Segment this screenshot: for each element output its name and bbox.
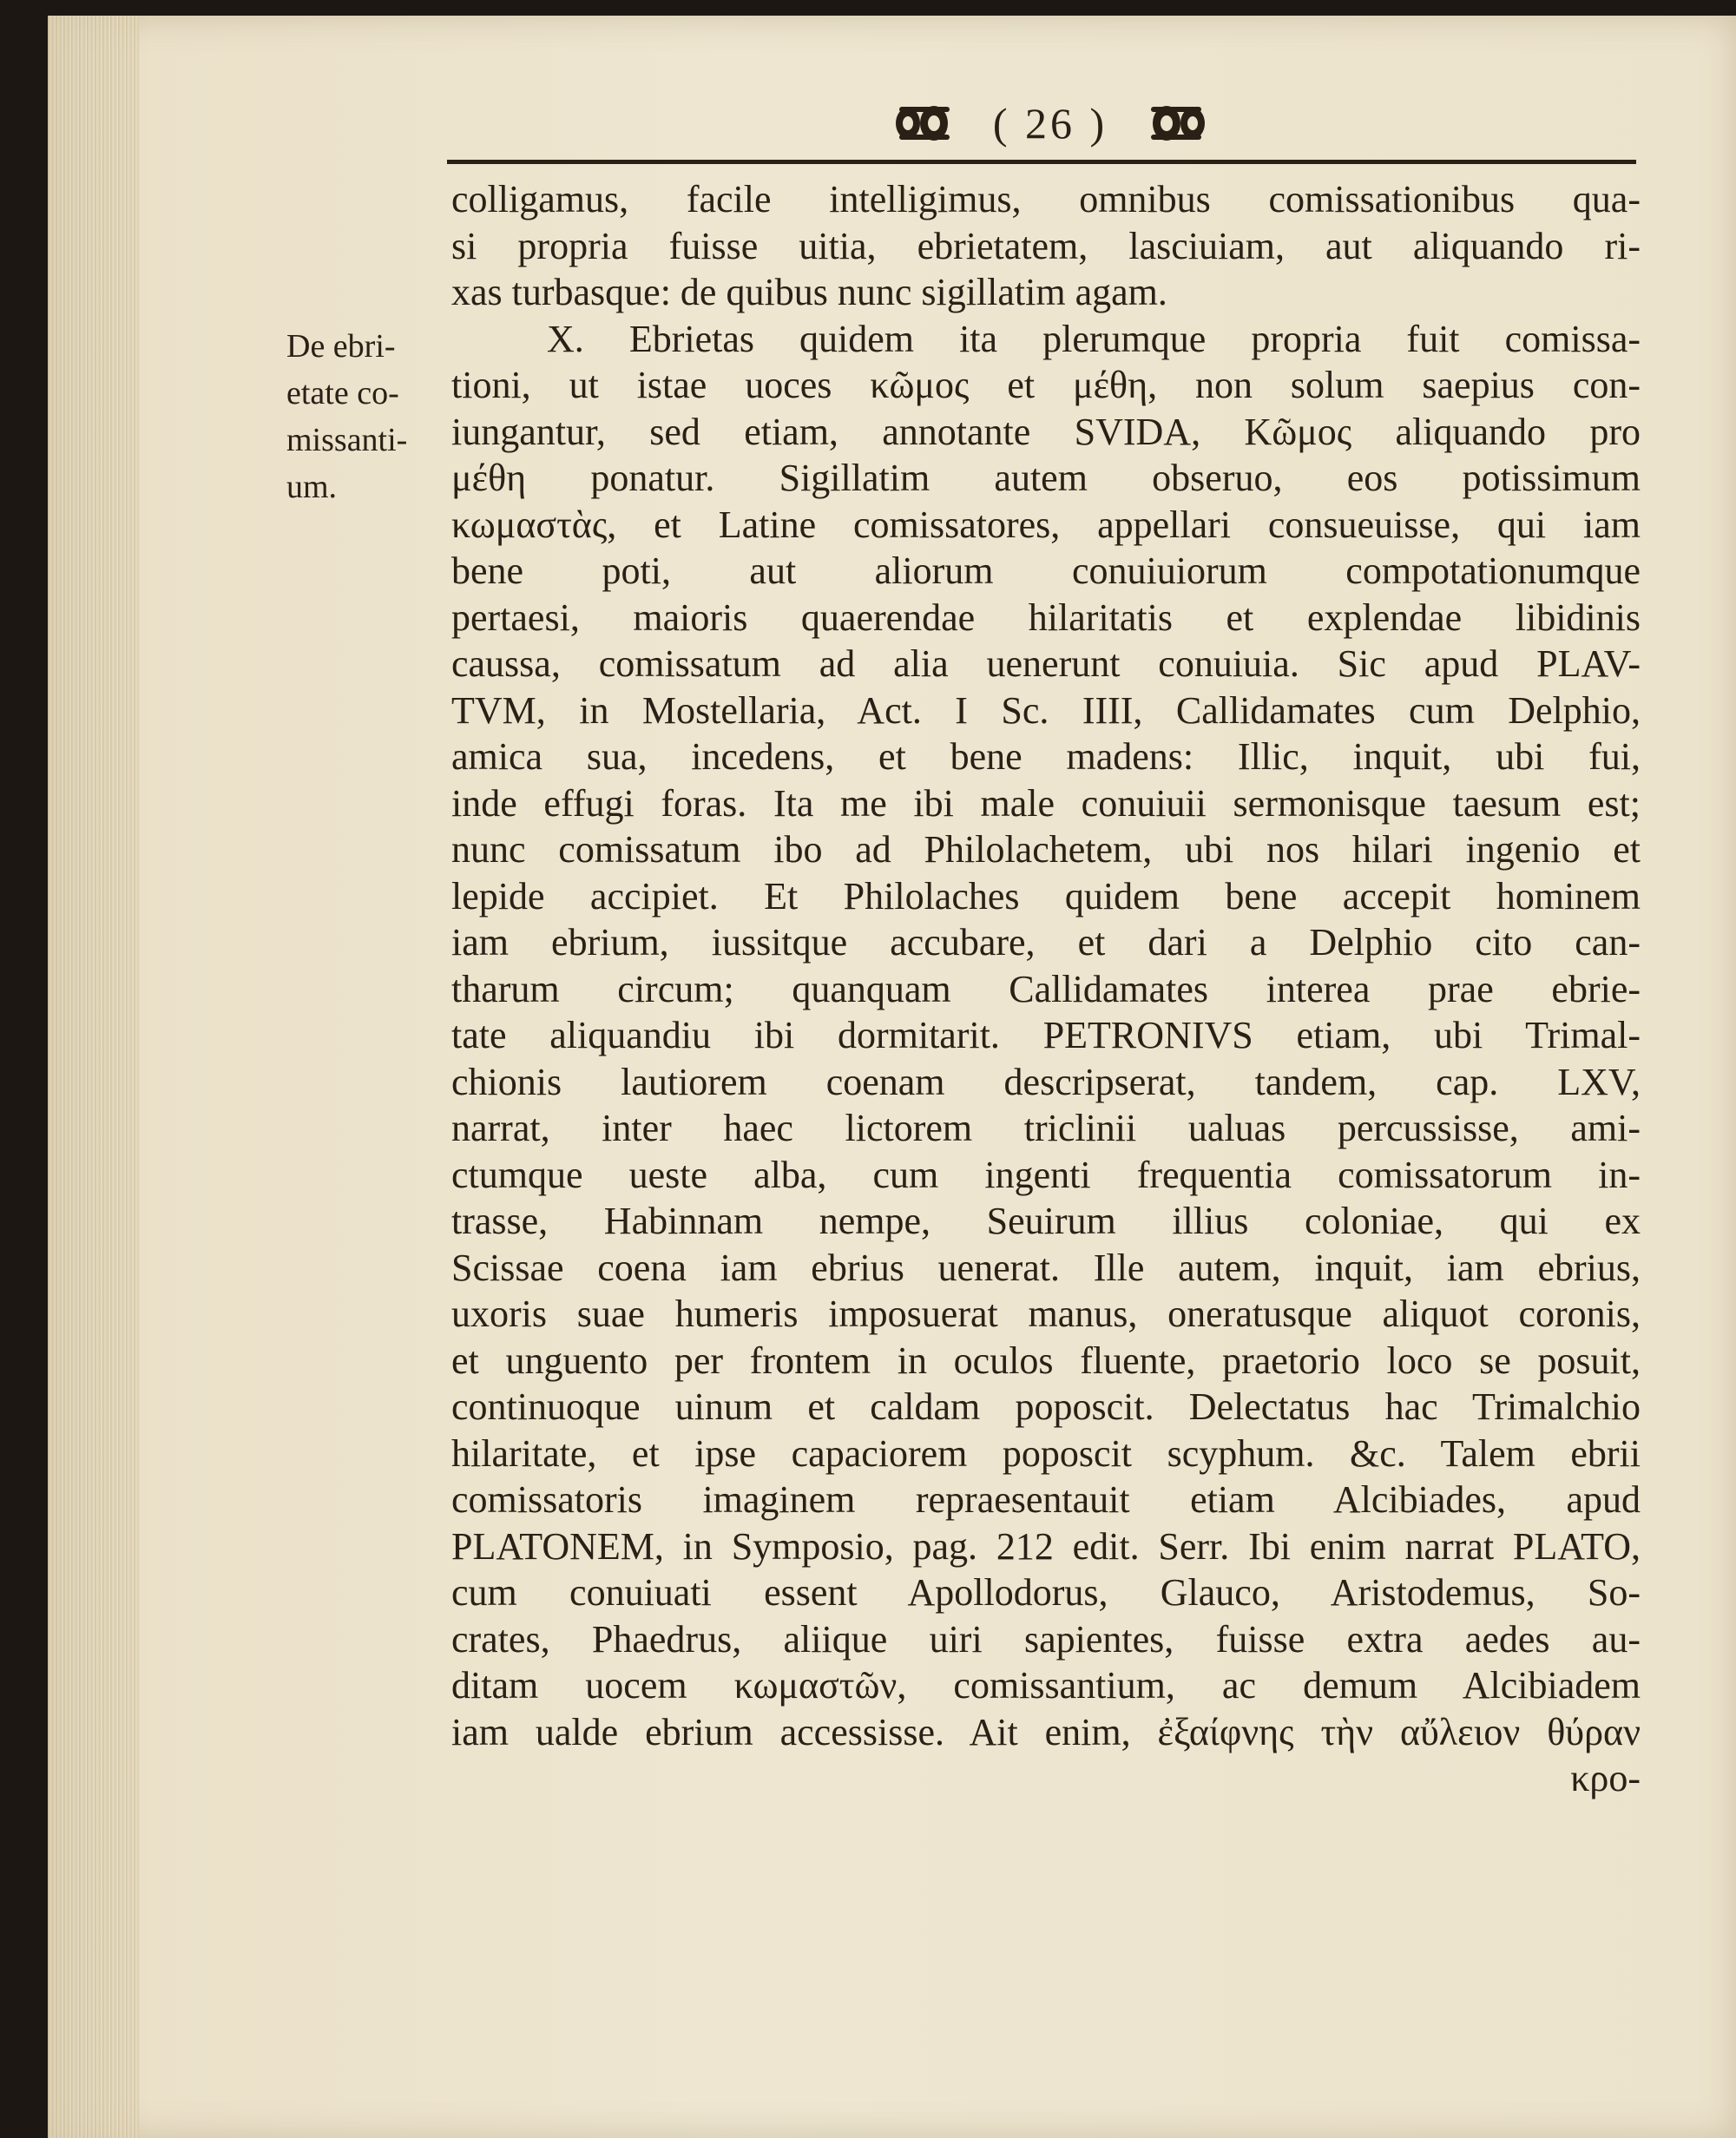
text-line: crates, Phaedrus, aliique uiri sapientes, fuisse extra aedes au-	[451, 1617, 1641, 1661]
text-line: nunc comissatum ibo ad Philolachetem, ubi nos hilari ingenio et	[451, 828, 1641, 871]
text-line: hilaritate, et ipse capaciorem poposcit scyphum. &c. Talem ebrii	[451, 1431, 1641, 1475]
text-line: narrat, inter haec lictorem triclinii ualuas percussisse, ami-	[451, 1107, 1641, 1149]
text-line: ditam uocem κωμαστῶν, comissantium, ac demum Alcibiadem	[451, 1664, 1641, 1707]
catchword: κρο-	[1570, 1757, 1641, 1799]
page-header	[859, 89, 1241, 158]
margin-note-line: missanti-	[286, 422, 408, 458]
text-line: bene poti, aut aliorum conuiuiorum compotationumque	[451, 549, 1641, 592]
text-line: pertaesi, maioris quaerendae hilaritatis et explendae libidinis	[451, 595, 1641, 639]
text-line: colligamus, facile intelligimus, omnibus comissationibus qua-	[451, 178, 1641, 220]
text-line: si propria fuisse uitia, ebrietatem, lasciuiam, aut aliquando ri-	[451, 224, 1641, 267]
text-line: μέθη ponatur. Sigillatim autem obseruo, eos potissimum	[451, 457, 1641, 499]
right-ornament-icon	[1142, 103, 1210, 143]
text-line-content: X. Ebrietas quidem ita plerumque propria fuit comissa-	[547, 317, 1641, 360]
text-line: PLATONEM, in Symposio, pag. 212 edit. Serr. Ibi enim narrat PLATO,	[451, 1524, 1641, 1568]
text-line: inde effugi foras. Ita me ibi male conuiuii sermonisque taesum est;	[451, 781, 1641, 825]
margin-note-line: um.	[286, 469, 338, 505]
text-line: trasse, Habinnam nempe, Seuirum illius coloniae, qui ex	[451, 1200, 1641, 1242]
text-line: et unguento per frontem in oculos fluente, praetorio loco se posuit,	[451, 1339, 1641, 1382]
left-ornament-icon	[891, 103, 958, 143]
text-line: iam ualde ebrium accessisse. Ait enim, ἐξαίφνης τὴν αὔλειον θύραν	[451, 1710, 1641, 1753]
text-line: tharum circum; quanquam Callidamates interea prae ebrie-	[451, 967, 1641, 1010]
text-line: uxoris suae humeris imposuerat manus, oneratusque aliquot coronis,	[451, 1293, 1641, 1335]
margin-note-line: De ebri-	[286, 328, 396, 365]
page-edges	[48, 16, 139, 2138]
text-line: iungantur, sed etiam, annotante SVIDA, Κῶμος aliquando pro	[451, 410, 1641, 453]
margin-note	[286, 323, 434, 510]
text-line: xas turbasque: de quibus nunc sigillatim agam.	[451, 271, 1167, 313]
text-line: κωμαστὰς, et Latine comissatores, appellari consueuisse, qui iam	[451, 503, 1641, 546]
text-line: iam ebrium, iussitque accubare, et dari a Delphio cito can-	[451, 921, 1641, 964]
body-text	[451, 176, 1641, 1802]
text-line: Scissae coena iam ebrius uenerat. Ille autem, inquit, iam ebrius,	[451, 1246, 1641, 1289]
text-line: cum conuiuati essent Apollodorus, Glauco, Aristodemus, So-	[451, 1571, 1641, 1614]
text-line: tioni, ut istae uoces κῶμος et μέθη, non solum saepius con-	[451, 364, 1641, 406]
text-line: amica sua, incedens, et bene madens: Illic, inquit, ubi fui,	[451, 735, 1641, 778]
margin-note-line: etate co-	[286, 375, 399, 411]
text-line	[451, 316, 1641, 363]
text-line: chionis lautiorem coenam descripserat, tandem, cap. LXV,	[451, 1060, 1641, 1103]
text-line: continuoque uinum et caldam poposcit. Delectatus hac Trimalchio	[451, 1385, 1641, 1428]
text-line: tate aliquandiu ibi dormitarit. PETRONIVS etiam, ubi Trimal-	[451, 1014, 1641, 1056]
text-line: lepide accipiet. Et Philolaches quidem bene accepit hominem	[451, 874, 1641, 918]
text-line: comissatoris imaginem repraesentauit etiam Alcibiades, apud	[451, 1478, 1641, 1521]
text-line: caussa, comissatum ad alia uenerunt conuiuia. Sic apud PLAV-	[451, 642, 1641, 685]
page-number: ( 26 )	[992, 99, 1108, 148]
text-line: TVM, in Mostellaria, Act. I Sc. IIII, Callidamates cum Delphio,	[451, 688, 1641, 732]
text-line: ctumque ueste alba, cum ingenti frequentia comissatorum in-	[451, 1153, 1641, 1196]
header-rule	[447, 160, 1636, 164]
